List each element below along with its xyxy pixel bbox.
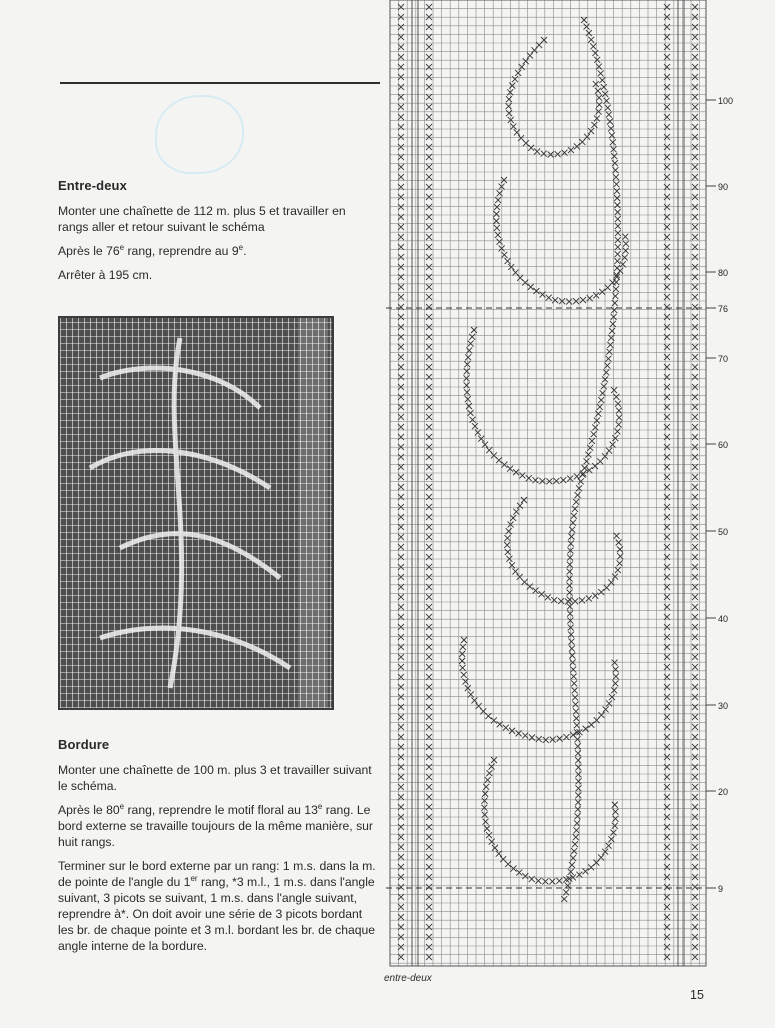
row-label: 40 — [718, 614, 729, 624]
row-label: 100 — [718, 96, 734, 106]
row-label: 80 — [718, 268, 729, 278]
crochet-photo-motif — [60, 318, 332, 708]
top-rule — [60, 82, 380, 84]
bordure-section — [58, 737, 378, 962]
row-label: 9 — [718, 884, 724, 894]
row-label: 20 — [718, 787, 729, 797]
bordure-heading: Bordure — [58, 737, 110, 752]
filet-chart — [384, 0, 775, 1023]
row-label: 90 — [718, 182, 729, 192]
page-number: 15 — [690, 988, 704, 1002]
bordure-paragraph-2: Après le 80e rang, reprendre le motif floral au 13e rang. Le bord externe se travaille toujours de la même manière, sur huit rangs. — [58, 801, 373, 849]
row-label: 60 — [718, 440, 729, 450]
filet-chart-grid — [384, 0, 775, 1023]
entre-deux-stop: Arrêter à 195 cm. — [58, 268, 153, 282]
bordure-paragraph-3: Terminer sur le bord externe par un rang: 1 m.s. dans la m. de pointe de l'angle du 1er rang, *3 m.l., 1 m.s. dans l'angle suivant, 3 picots se suivant, 1 m.s. dans l'angle suivant, reprendre à*. On doit avoir une série de 3 picots bordant les br. de chaque pointe et 3 m.l. bordant les br. de chaque angle interne de la bordure. — [58, 859, 376, 953]
entre-deux-heading: Entre-deux — [58, 178, 127, 193]
bordure-paragraph-1: Monter une chaînette de 100 m. plus 3 et travailler suivant le schéma. — [58, 763, 372, 793]
watermark-flower — [155, 95, 244, 174]
chart-caption: entre-deux — [384, 973, 432, 984]
row-label: 30 — [718, 701, 729, 711]
entre-deux-row-note: Après le 76e rang, reprendre au 9e. — [58, 242, 247, 258]
entre-deux-paragraph: Monter une chaînette de 112 m. plus 5 et travailler en rangs aller et retour suivant le schéma — [58, 204, 346, 234]
entre-deux-section — [58, 178, 378, 291]
row-label: 76 — [718, 304, 729, 314]
row-label: 50 — [718, 527, 729, 537]
row-label: 70 — [718, 354, 729, 364]
crochet-photo — [58, 316, 334, 710]
